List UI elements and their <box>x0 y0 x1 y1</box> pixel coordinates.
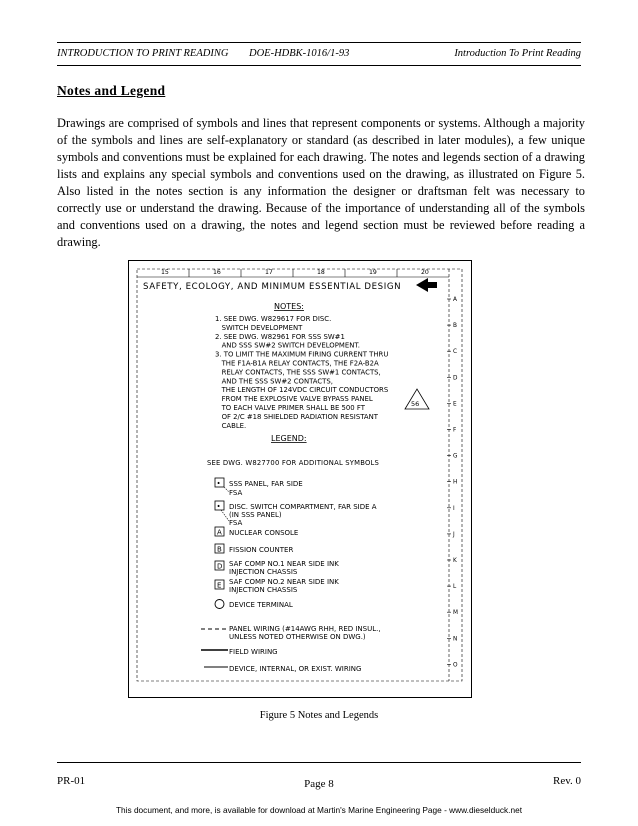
column-numbers <box>161 269 429 277</box>
column-number: 19 <box>369 269 377 276</box>
header-doc-number: DOE-HDBK-1016/1-93 <box>249 48 350 59</box>
footer-right: Rev. 0 <box>552 775 581 787</box>
row-letter: D <box>453 375 458 382</box>
note-line: 1. SEE DWG. W829617 FOR DISC. <box>215 315 332 323</box>
note-line: AND SSS SW#2 SWITCH DEVELOPMENT. <box>215 341 360 350</box>
legend-symbol: D <box>217 562 223 571</box>
note-line: 2. SEE DWG. W82961 FOR SSS SW#1 <box>215 332 345 341</box>
legend-text: DISC. SWITCH COMPARTMENT, FAR SIDE A <box>229 503 377 511</box>
header-right: Introduction To Print Reading <box>454 48 581 59</box>
note-line: OF 2/C #18 SHIELDED RADIATION RESISTANT <box>215 412 378 421</box>
legend-text: PANEL WIRING (#14AWG RHH, RED INSUL., <box>229 625 381 633</box>
legend-item <box>215 600 293 610</box>
header-left: INTRODUCTION TO PRINT READING <box>57 48 229 59</box>
legend-text: INJECTION CHASSIS <box>229 586 298 594</box>
legend-symbol: A <box>217 528 222 537</box>
drawing-banner: SAFETY, ECOLOGY, AND MINIMUM ESSENTIAL DESIGN <box>143 282 402 292</box>
row-letter: B <box>453 323 457 330</box>
legend-item <box>215 544 293 554</box>
legend-symbol: B <box>217 545 222 554</box>
legend-text: SAF COMP NO.2 NEAR SIDE INK <box>229 578 339 586</box>
legend-item <box>201 648 278 656</box>
column-number: 15 <box>161 269 169 276</box>
notes-title: NOTES: <box>274 302 304 311</box>
legend-symbol: • <box>216 479 221 488</box>
column-number: 18 <box>317 269 325 276</box>
download-notice: This document, and more, is available for download at Martin's Marine Engineering Page - www.dieselduck.net <box>115 805 523 815</box>
column-number: 20 <box>421 269 429 276</box>
legend-text: SSS PANEL, FAR SIDE <box>229 480 303 488</box>
arrow-icon <box>416 278 437 292</box>
figure-caption: Figure 5 Notes and Legends <box>259 710 379 721</box>
row-letter: A <box>453 297 457 303</box>
figure-drawing <box>128 260 472 698</box>
notes-list <box>215 315 388 430</box>
legend-text: FISSION COUNTER <box>229 546 294 554</box>
legend-item <box>215 478 303 497</box>
legend-text: INJECTION CHASSIS <box>229 568 298 576</box>
row-letter: M <box>453 610 459 617</box>
row-letter: C <box>453 349 458 356</box>
terminal-circle-icon <box>215 600 224 609</box>
row-letter: G <box>453 453 458 460</box>
running-header <box>57 42 581 66</box>
legend-text: SAF COMP NO.1 NEAR SIDE INK <box>229 560 339 568</box>
fsa-label: FSA <box>229 489 243 497</box>
legend-reference: SEE DWG. W827700 FOR ADDITIONAL SYMBOLS <box>207 459 380 467</box>
note-line: THE LENGTH OF 124VDC CIRCUIT CONDUCTORS <box>215 386 389 395</box>
row-letter: H <box>453 479 458 486</box>
row-letter: O <box>453 662 458 669</box>
legend-text: DEVICE, INTERNAL, OR EXIST. WIRING <box>229 665 362 673</box>
legend-item <box>215 527 298 537</box>
row-letter: L <box>453 584 457 591</box>
note-line: SWITCH DEVELOPMENT <box>215 323 303 332</box>
note-line: RELAY CONTACTS, THE SSS SW#1 CONTACTS, <box>215 368 381 377</box>
section-title: Notes and Legend <box>57 83 166 98</box>
legend-text: NUCLEAR CONSOLE <box>229 529 299 537</box>
drawing-svg <box>129 261 471 697</box>
legend-item <box>215 560 339 576</box>
footer-rule <box>57 762 581 763</box>
triangle-label: 56 <box>411 400 420 408</box>
note-line: CABLE. <box>215 421 247 430</box>
leader-line <box>221 510 229 521</box>
row-letter: N <box>453 636 458 643</box>
row-letter: E <box>453 401 457 408</box>
note-line: FROM THE EXPLOSIVE VALVE BYPASS PANEL <box>215 395 373 404</box>
row-letter: J <box>453 531 455 538</box>
legend-text: (IN SSS PANEL) <box>229 511 282 519</box>
footer-left: PR-01 <box>57 775 86 787</box>
legend-item <box>204 665 361 673</box>
column-number: 17 <box>265 269 273 276</box>
row-letter: K <box>453 558 457 564</box>
body-paragraph: Drawings are comprised of symbols and lines that represent components or systems. Although a majority of the symbols and lines are self-explanatory or standard (as described in later modules), a few unique symbols and conventions must be explained for each drawing. The notes and legends section of a drawing lists and explains any special symbols and conventions used on the drawing, as illustrated on Figure 5. Also listed in the notes section is any information the designer or draftsman felt was necessary to correctly use or understand the drawing. Because of the importance of understanding all of the symbols and conventions used on a drawing, the notes and legend section must be reviewed before reading a drawing. <box>57 116 585 249</box>
note-line: 3. TO LIMIT THE MAXIMUM FIRING CURRENT THRU <box>215 350 389 359</box>
legend-item <box>201 625 381 641</box>
fsa-label: FSA <box>229 519 243 527</box>
legend-title: LEGEND: <box>271 434 307 443</box>
note-line: TO EACH VALVE PRIMER SHALL BE 500 FT <box>215 404 365 412</box>
legend-item <box>215 501 377 527</box>
note-line: AND THE SSS SW#2 CONTACTS, <box>215 377 333 386</box>
row-letter: F <box>453 427 457 434</box>
legend-text: UNLESS NOTED OTHERWISE ON DWG.) <box>229 633 366 641</box>
row-letters <box>447 297 458 668</box>
legend-symbol: E <box>217 581 222 590</box>
footer-page-number: Page 8 <box>304 778 334 790</box>
legend-text: FIELD WIRING <box>229 648 278 656</box>
legend-symbol: • <box>216 502 221 511</box>
column-number: 16 <box>213 269 221 276</box>
row-letter: I <box>453 505 455 512</box>
legend-text: DEVICE TERMINAL <box>229 601 293 609</box>
legend-item <box>215 578 339 594</box>
note-line: THE F1A-B1A RELAY CONTACTS, THE F2A-B2A <box>215 359 379 368</box>
